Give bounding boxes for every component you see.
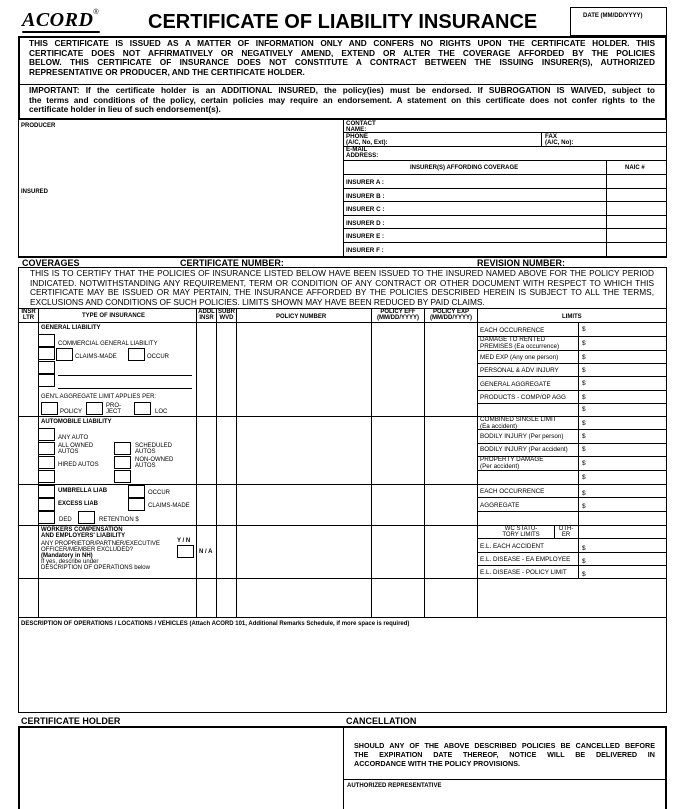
loc-checkbox[interactable] [134, 402, 151, 415]
policy-eff-header: POLICY EFF (MM/DD/YYYY) [377, 309, 419, 321]
fax-field[interactable] [580, 134, 664, 145]
limit-dollar-sign[interactable]: $ [582, 420, 586, 427]
disclaimer-text: THIS CERTIFICATE IS ISSUED AS A MATTER OF INFORMATION ONLY AND CONFERS NO RIGHTS UPON THE CERTIFICATE HOLDER. THIS CERTIFICATE DOES NOT AFFIRMATIVELY OR NEGATIVELY AMEND, EXTEND OR ALTER THE COVERAGE AFFORDED BY THE POLICIES BELOW. THIS CERTIFICATE OF INSURANCE DOES NOT CONSTITUTE A CONTRACT BETWEEN THE ISSUING INSURER(S), AUTHORIZED REPRESENTATIVE OR PRODUCER, AND THE CERTIFICATE HOLDER. [29, 38, 655, 77]
excess-checkbox[interactable] [38, 498, 55, 511]
cancellation-text: SHOULD ANY OF THE ABOVE DESCRIBED POLICIES BE CANCELLED BEFORE THE EXPIRATION DATE THEREOF, NOTICE WILL BE DELIVERED IN ACCORDANCE WITH THE POLICY PROVISIONS. [354, 741, 655, 768]
any-auto-checkbox[interactable] [38, 428, 55, 441]
ded-label: DED [59, 517, 72, 523]
scheduled-label: SCHEDULED AUTOS [135, 443, 173, 455]
limit-dollar-sign[interactable]: $ [582, 340, 586, 347]
fax-label: FAX (A/C, No): [545, 133, 574, 146]
retention-checkbox[interactable] [78, 511, 95, 524]
scheduled-checkbox[interactable] [114, 442, 131, 455]
certificate-number-label: CERTIFICATE NUMBER: [180, 258, 284, 268]
gl-other-checkbox-1[interactable] [38, 361, 55, 374]
property-damage-label: PROPERTY DAMAGE (Per accident) [480, 456, 544, 470]
policy-number-header: POLICY NUMBER [276, 314, 327, 320]
wc-question: ANY PROPRIETOR/PARTNER/EXECUTIVE OFFICER/MEMBER EXCLUDED? (Mandatory in NH) If yes, describe under DESCRIPTION OF OPERATIONS below [41, 541, 160, 571]
retention-label: RETENTION $ [99, 517, 139, 523]
wc-excluded-checkbox[interactable] [177, 545, 194, 558]
description-label: DESCRIPTION OF OPERATIONS / LOCATIONS / VEHICLES (Attach ACORD 101, Additional Remarks Schedule, if more space is required) [21, 621, 410, 627]
authorized-rep-signature-field[interactable] [346, 791, 664, 808]
gl-checkbox[interactable] [38, 334, 55, 347]
limit-dollar-sign[interactable]: $ [582, 406, 586, 413]
personal-adv-injury-label: PERSONAL & ADV INJURY [480, 367, 559, 374]
auto-other-checkbox-2[interactable] [114, 470, 131, 483]
umbrella-aggregate-label: AGGREGATE [480, 502, 520, 509]
limit-dollar-sign[interactable]: $ [582, 490, 586, 497]
damage-rented-label: DAMAGE TO RENTED PREMISES (Ea occurrence) [480, 336, 560, 350]
all-owned-label: ALL OWNED AUTOS [58, 443, 94, 455]
occur-checkbox[interactable] [128, 348, 145, 361]
insurer-f-label: INSURER F : [346, 247, 384, 254]
insr-ltr-header: INSR LTR [21, 309, 36, 321]
general-aggregate-label: GENERAL AGGREGATE [480, 381, 551, 388]
coverages-title: COVERAGES [22, 258, 80, 268]
email-label: E-MAIL ADDRESS: [346, 146, 379, 159]
limit-dollar-sign[interactable]: $ [582, 503, 586, 510]
insured-field[interactable] [20, 196, 340, 254]
yn-label: Y / N [177, 538, 191, 544]
umbrella-occur-checkbox[interactable] [128, 485, 145, 498]
limit-dollar-sign[interactable]: $ [582, 446, 586, 453]
phone-field[interactable] [395, 134, 535, 145]
contact-name-label: CONTACT NAME: [346, 120, 376, 133]
claims-made-label: CLAIMS-MADE [75, 354, 117, 360]
non-owned-checkbox[interactable] [114, 456, 131, 469]
bodily-injury-person-label: BODILY INJURY (Per person) [480, 433, 564, 440]
products-comp-op-label: PRODUCTS - COMP/OP AGG [480, 394, 566, 401]
contact-name-field[interactable] [385, 121, 665, 132]
project-checkbox[interactable] [86, 402, 103, 415]
el-disease-employee-label: E.L. DISEASE - EA EMPLOYEE [480, 556, 571, 563]
umbrella-claims-made-checkbox[interactable] [128, 498, 145, 511]
umbrella-label: UMBRELLA LIAB [58, 488, 108, 494]
important-notice: IMPORTANT: If the certificate holder is an ADDITIONAL INSURED, the policy(ies) must be endorsed. If SUBROGATION IS WAIVED, subject to the terms and conditions of the policy, certain policies may require an endorsement. A statement on this certificate does not confer rights to the certificate holder in lieu of such endorsement(s). [29, 85, 655, 115]
all-owned-checkbox[interactable] [38, 442, 55, 455]
gen-agg-applies-label: GEN'L AGGREGATE LIMIT APPLIES PER: [41, 394, 157, 400]
insurer-b-label: INSURER B : [346, 193, 385, 200]
loc-label: LOC [155, 409, 168, 415]
bodily-injury-accident-label: BODILY INJURY (Per accident) [480, 446, 568, 453]
hired-autos-label: HIRED AUTOS [58, 462, 99, 468]
limit-dollar-sign[interactable]: $ [582, 474, 586, 481]
occur-label: OCCUR [147, 354, 169, 360]
gl-other-checkbox-2[interactable] [38, 374, 55, 387]
combined-single-limit-label: COMBINED SINGLE LIMIT (Ea accident) [480, 416, 557, 430]
cgl-label: COMMERCIAL GENERAL LIABILITY [58, 341, 158, 347]
description-box[interactable] [18, 617, 667, 713]
wc-statutory-label: WC STATU- TORY LIMITS [490, 526, 552, 539]
insurer-a-label: INSURER A : [346, 179, 385, 186]
umbrella-each-occurrence-label: EACH OCCURRENCE [480, 488, 545, 495]
ded-checkbox[interactable] [38, 511, 55, 524]
revision-number-label: REVISION NUMBER: [477, 258, 566, 268]
insurer-d-label: INSURER D : [346, 220, 385, 227]
umbrella-checkbox[interactable] [38, 485, 55, 498]
umbrella-occur-label: OCCUR [148, 490, 170, 496]
limit-dollar-sign[interactable]: $ [582, 558, 586, 565]
el-disease-policy-label: E.L. DISEASE - POLICY LIMIT [480, 569, 567, 576]
auto-title: AUTOMOBILE LIABILITY [41, 419, 112, 425]
subr-wvd-header: SUBR WVD [217, 309, 235, 321]
addl-insr-header: ADDL INSR [198, 309, 215, 321]
date-box[interactable] [570, 7, 667, 36]
project-label: PRO- JECT [106, 403, 121, 415]
type-of-insurance-header: TYPE OF INSURANCE [82, 313, 146, 319]
email-field[interactable] [385, 147, 665, 158]
na-label: N / A [199, 549, 213, 555]
wc-title: WORKERS COMPENSATION AND EMPLOYERS' LIABILITY [41, 527, 126, 539]
policy-exp-header: POLICY EXP (MM/DD/YYYY) [430, 309, 472, 321]
limits-header: LIMITS [562, 314, 582, 320]
insured-label: INSURED [21, 189, 49, 195]
policy-checkbox[interactable] [41, 402, 58, 415]
certificate-holder-field[interactable] [21, 729, 341, 807]
limit-dollar-sign[interactable]: $ [582, 571, 586, 578]
any-auto-label: ANY AUTO [58, 435, 89, 441]
insurers-header: INSURER(S) AFFORDING COVERAGE [410, 165, 519, 171]
producer-field[interactable] [20, 130, 340, 185]
naic-header: NAIC # [625, 165, 645, 171]
document-title: CERTIFICATE OF LIABILITY INSURANCE [148, 11, 538, 33]
each-occurrence-label: EACH OCCURRENCE [480, 327, 545, 334]
hired-checkbox[interactable] [38, 456, 55, 469]
producer-label: PRODUCER [21, 123, 56, 129]
authorized-rep-label: AUTHORIZED REPRESENTATIVE [347, 783, 442, 789]
insurer-e-label: INSURER E : [346, 233, 385, 240]
gl-other-line-1[interactable] [58, 375, 192, 376]
claims-made-checkbox[interactable] [56, 348, 73, 361]
gl-other-line-2[interactable] [58, 388, 192, 389]
med-exp-label: MED EXP (Any one person) [480, 354, 559, 361]
limit-dollar-sign[interactable]: $ [582, 367, 586, 374]
limit-dollar-sign[interactable]: $ [582, 460, 586, 467]
coverages-statement: THIS IS TO CERTIFY THAT THE POLICIES OF INSURANCE LISTED BELOW HAVE BEEN ISSUED TO THE INSURED NAMED ABOVE FOR THE POLICY PERIOD INDICATED. NOTWITHSTANDING ANY REQUIREMENT, TERM OR CONDITION OF ANY CONTRACT OR OTHER DOCUMENT WITH RESPECT TO WHICH THIS CERTIFICATE MAY BE ISSUED OR MAY PERTAIN, THE INSURANCE AFFORDED BY THE POLICIES DESCRIBED HEREIN IS SUBJECT TO ALL THE TERMS, EXCLUSIONS AND CONDITIONS OF SUCH POLICIES. LIMITS SHOWN MAY HAVE BEEN REDUCED BY PAID CLAIMS. [30, 268, 654, 307]
wc-other-label: OTH- ER [556, 526, 576, 539]
acord-logo: ACORD® [22, 9, 99, 31]
non-owned-label: NON-OWNED AUTOS [135, 457, 174, 469]
umbrella-claims-made-label: CLAIMS-MADE [148, 503, 190, 509]
cgl-checkbox-2[interactable] [38, 347, 55, 360]
logo-swoosh-icon [22, 31, 100, 33]
limit-dollar-sign[interactable]: $ [582, 326, 586, 333]
date-label: DATE (MM/DD/YYYY) [583, 13, 643, 19]
cancellation-title: CANCELLATION [346, 716, 417, 726]
limit-dollar-sign[interactable]: $ [582, 433, 586, 440]
limit-dollar-sign[interactable]: $ [582, 394, 586, 401]
limit-dollar-sign[interactable]: $ [582, 545, 586, 552]
phone-label: PHONE (A/C, No, Ext): [346, 133, 388, 146]
certificate-holder-title: CERTIFICATE HOLDER [21, 716, 121, 726]
insurer-c-label: INSURER C : [346, 206, 385, 213]
excess-label: EXCESS LIAB [58, 501, 99, 507]
el-each-accident-label: E.L. EACH ACCIDENT [480, 543, 545, 550]
gl-title: GENERAL LIABILITY [41, 325, 101, 331]
policy-label: POLICY [60, 409, 83, 415]
limit-dollar-sign[interactable]: $ [582, 354, 586, 361]
limit-dollar-sign[interactable]: $ [582, 380, 586, 387]
auto-other-checkbox-1[interactable] [38, 470, 55, 483]
